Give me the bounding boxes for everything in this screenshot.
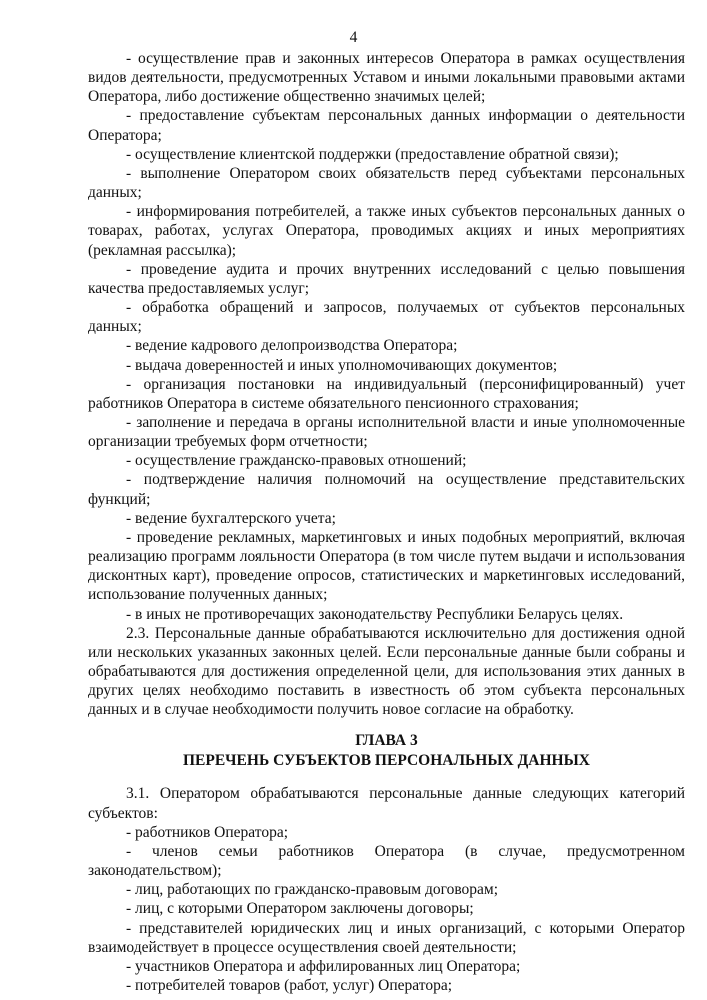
- purpose-item: - осуществление прав и законных интересов Оператора в рамках осуществления видов деятельности, предусмотренных Уставом и иными локальными правовыми актами Оператора, либо достижение общественно значимых целей;: [88, 50, 685, 106]
- purposes-list: [88, 49, 685, 624]
- purpose-item: - выдача доверенностей и иных уполномочивающих документов;: [126, 356, 558, 374]
- chapter-heading: [88, 731, 685, 771]
- subject-item: - лиц, работающих по гражданско-правовым договорам;: [126, 881, 499, 899]
- purpose-item: - выполнение Оператором своих обязательств перед субъектами персональных данных;: [88, 164, 685, 202]
- clause-2-3: 2.3. Персональные данные обрабатываются исключительно для достижения одной или нескольких указанных законных целей. Если персональные данные были собраны и обрабатываются для достижения определенной цели, для использования этих данных в других целях необходимо поставить в известность об этом субъекта персональных данных и в случае необходимости получить новое согласие на обработку.: [88, 624, 685, 719]
- chapter-number: ГЛАВА 3: [355, 732, 418, 750]
- subject-item: - работников Оператора;: [126, 823, 289, 841]
- purpose-item: - проведение рекламных, маркетинговых и иных подобных мероприятий, включая реализацию программ лояльности Оператора (в том числе путем выдачи и использования дисконтных карт), проведение опросов, статистических и маркетинговых исследований, использование полученных данных;: [88, 528, 685, 604]
- subject-item: - участников Оператора и аффилированных лиц Оператора;: [126, 957, 521, 975]
- page-number: 4: [349, 29, 358, 46]
- purpose-item: - организация постановки на индивидуальный (персонифицированный) учет работников Оператора в системе обязательного пенсионного страхования;: [88, 375, 685, 412]
- purpose-item: - заполнение и передача в органы исполнительной власти и иные уполномоченные организации требуемых форм отчетности;: [88, 413, 685, 451]
- clause-3-1: 3.1. Оператором обрабатываются персональные данные следующих категорий субъектов:: [88, 785, 685, 822]
- subject-item: - представителей юридических лиц и иных организаций, с которыми Оператор взаимодействует в процессе осуществления своей деятельности;: [88, 919, 685, 956]
- subject-item: - членов семьи работников Оператора (в случае, предусмотренном законодательством);: [88, 842, 685, 880]
- purpose-item: - ведение кадрового делопроизводства Оператора;: [126, 337, 458, 355]
- purpose-item: - информирования потребителей, а также иных субъектов персональных данных о товарах, работах, услугах Оператора, проводимых акциях и иных мероприятиях (рекламная рассылка);: [88, 203, 685, 259]
- subject-item: - лиц, с которыми Оператором заключены договоры;: [126, 900, 474, 918]
- purpose-item: - проведение аудита и прочих внутренних исследований с целью повышения качества предоставляемых услуг;: [88, 260, 685, 297]
- purpose-item: - в иных не противоречащих законодательству Республики Беларусь целях.: [126, 605, 624, 623]
- purpose-item: - ведение бухгалтерского учета;: [126, 509, 336, 527]
- purpose-item: - предоставление субъектам персональных данных информации о деятельности Оператора;: [88, 107, 685, 144]
- subject-item: - потребителей товаров (работ, услуг) Оператора;: [126, 977, 453, 995]
- subjects-list: [88, 823, 685, 995]
- purpose-item: - осуществление гражданско-правовых отношений;: [126, 452, 467, 470]
- purpose-item: - осуществление клиентской поддержки (предоставление обратной связи);: [126, 145, 619, 163]
- purpose-item: - подтверждение наличия полномочий на осуществление представительских функций;: [88, 471, 685, 508]
- purpose-item: - обработка обращений и запросов, получаемых от субъектов персональных данных;: [88, 299, 685, 336]
- chapter-title: ПЕРЕЧЕНЬ СУБЪЕКТОВ ПЕРСОНАЛЬНЫХ ДАННЫХ: [182, 752, 591, 770]
